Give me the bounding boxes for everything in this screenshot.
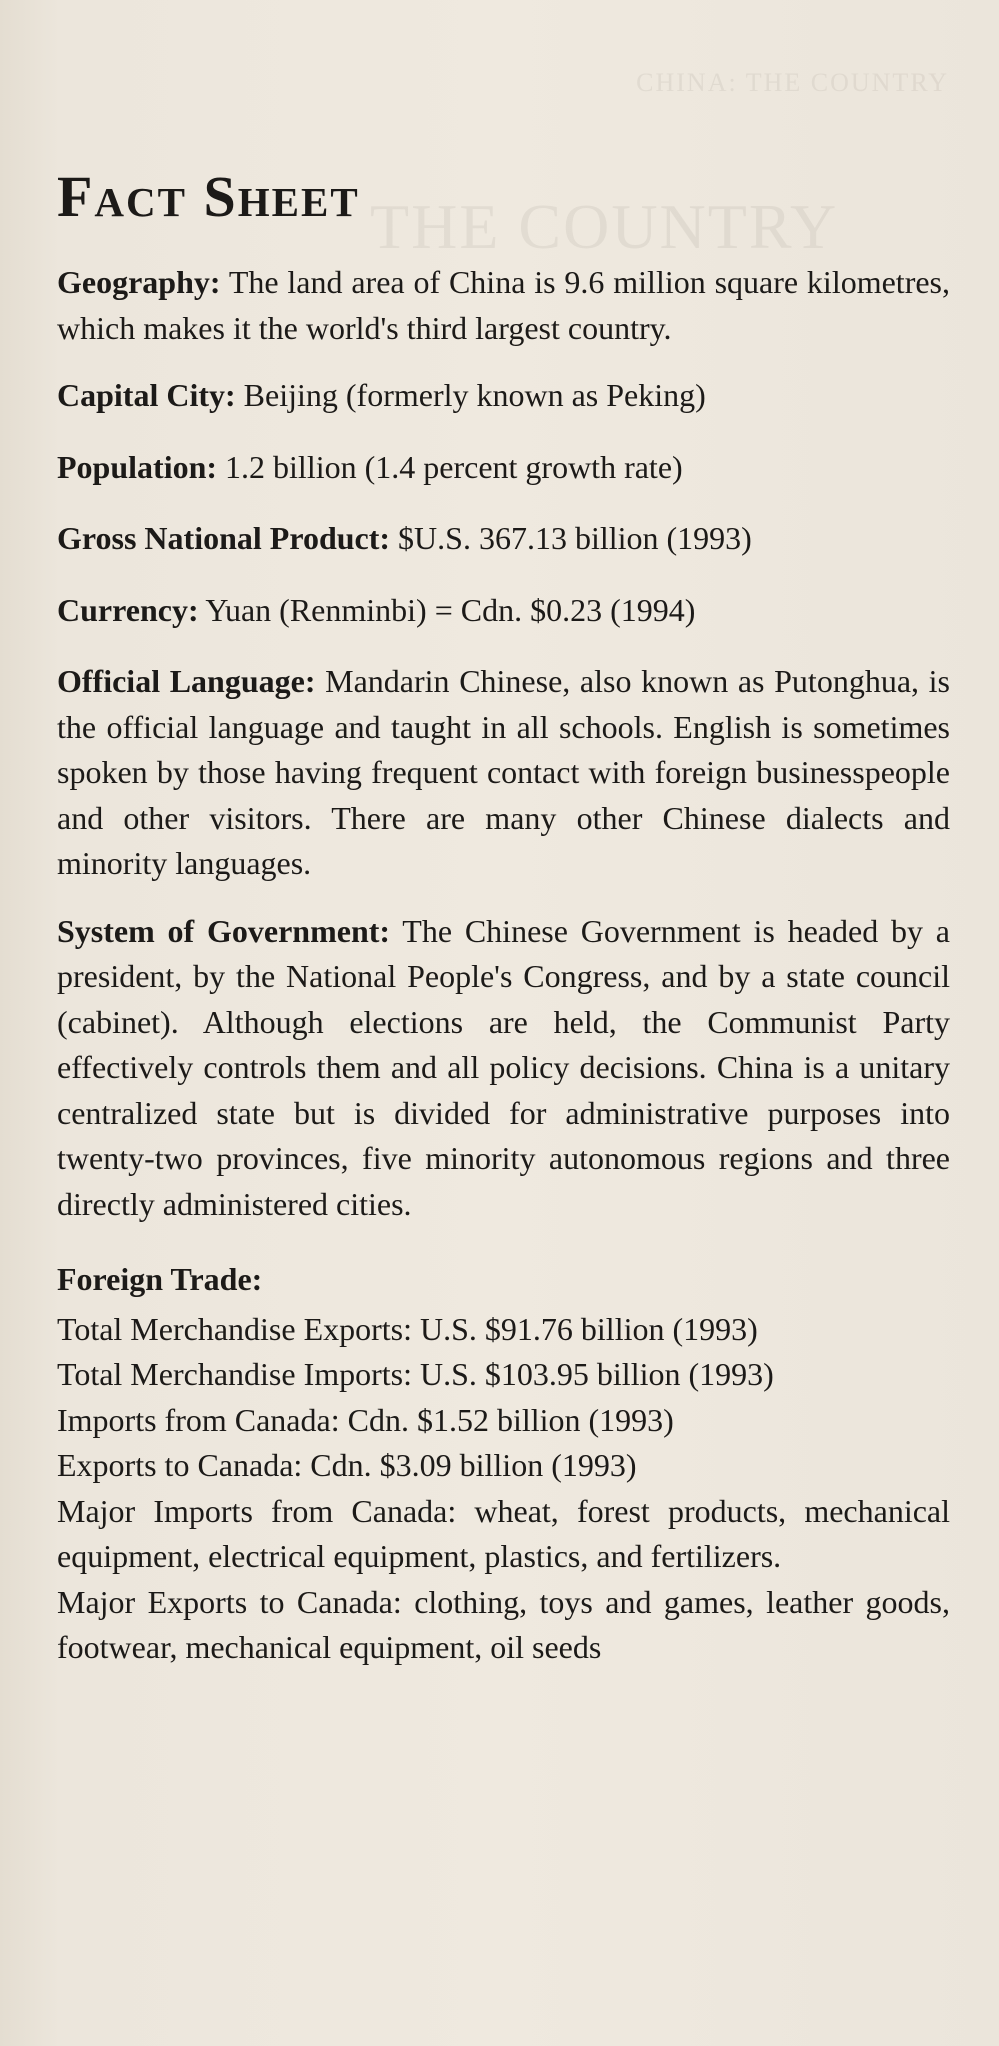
fact-text: Yuan (Renminbi) = Cdn. $0.23 (1994)	[198, 591, 696, 628]
trade-line-major-exports: Major Exports to Canada: clothing, toys and games, leather goods, footwear, mechanical equipment, oil seeds	[57, 1583, 950, 1665]
fact-text: The land area of China is 9.6 million square kilometres, which makes it the world's third largest country.	[57, 264, 950, 346]
trade-line-imports-from-canada: Imports from Canada: Cdn. $1.52 billion (1993)	[57, 1401, 674, 1438]
fact-label: Population:	[57, 448, 218, 485]
fact-geography	[57, 260, 950, 351]
fact-population	[57, 445, 950, 491]
fact-label: Gross National Product:	[57, 520, 391, 556]
fact-official-language	[57, 659, 950, 887]
fact-system-of-government	[57, 909, 950, 1228]
foreign-trade-heading: Foreign Trade:	[57, 1261, 263, 1297]
fact-text: Mandarin Chinese, also known as Putonghua, is the official language and taught in all schools. English is sometimes spoken by those having frequent contact with foreign businesspeople and other visitors. There are many other Chinese dialects and minority languages.	[57, 663, 951, 881]
fact-label: Geography:	[57, 264, 221, 300]
fact-text: Beijing (formerly known as Peking)	[235, 377, 706, 413]
fact-currency	[57, 588, 950, 634]
fact-label: Currency:	[57, 591, 199, 628]
fact-gross-national-product	[57, 516, 950, 562]
trade-line-exports: Total Merchandise Exports: U.S. $91.76 billion (1993)	[57, 1310, 758, 1347]
page-title: Fact Sheet	[57, 164, 360, 229]
fact-label: Official Language:	[57, 663, 316, 699]
trade-line-exports-to-canada: Exports to Canada: Cdn. $3.09 billion (1993)	[57, 1447, 637, 1483]
fact-text: $U.S. 367.13 billion (1993)	[390, 520, 752, 556]
trade-line-major-imports: Major Imports from Canada: wheat, forest products, mechanical equipment, electrical equipment, plastics, and fertilizers.	[57, 1492, 950, 1574]
fact-text: 1.2 billion (1.4 percent growth rate)	[217, 448, 683, 485]
bleed-through-title: THE COUNTRY	[370, 191, 839, 262]
fact-sheet	[57, 164, 951, 1671]
fact-text: The Chinese Government is headed by a president, by the National People's Congress, and by a state council (cabinet). Although elections are held, the Communist Party effectively controls them and all policy decisions. China is a unitary centralized state but is divided for administrative purposes into twenty-two provinces, five minority autonomous regions and three directly administered cities.	[57, 912, 951, 1222]
trade-line-imports: Total Merchandise Imports: U.S. $103.95 billion (1993)	[57, 1356, 774, 1392]
fact-label: System of Government:	[57, 912, 391, 949]
fact-capital-city	[57, 373, 950, 419]
fact-label: Capital City:	[57, 377, 236, 413]
bleed-through-header: CHINA: THE COUNTRY	[636, 68, 949, 97]
